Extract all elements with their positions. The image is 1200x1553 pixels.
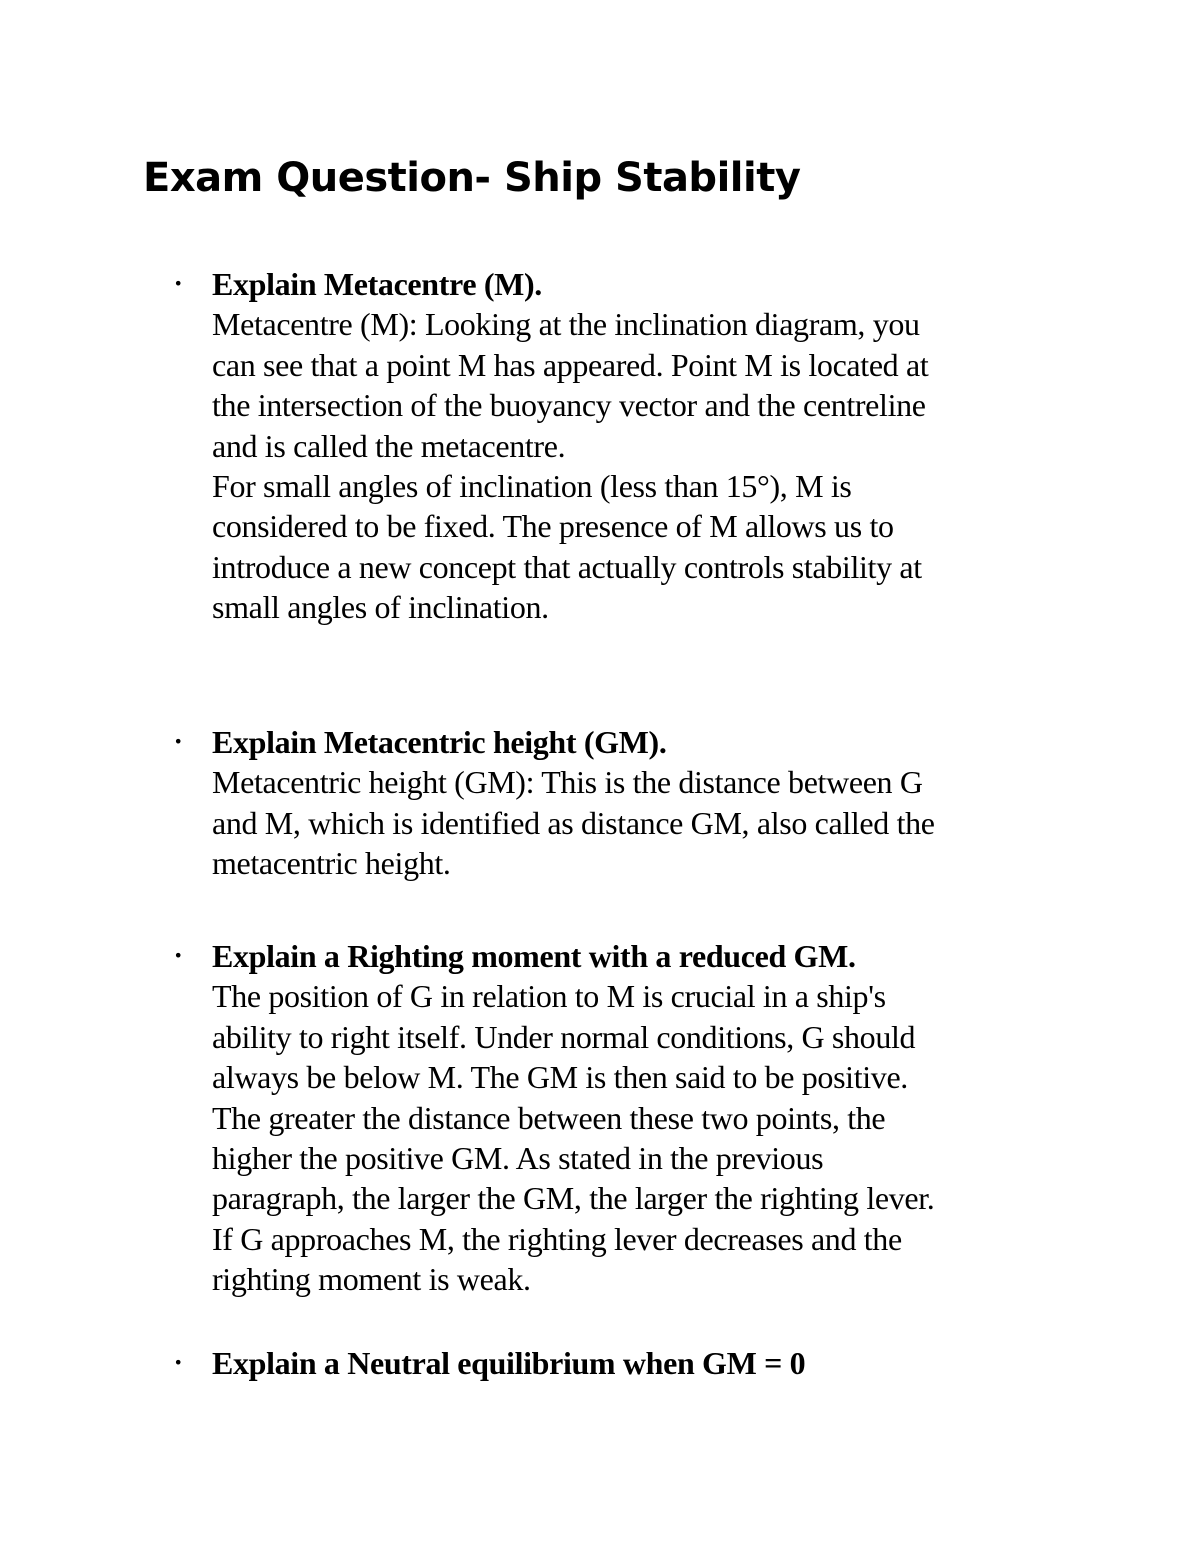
answer-line: and is called the metacentre. (212, 427, 566, 464)
answer-line: considered to be fixed. The presence of M allows us to (212, 508, 894, 545)
question-item-neutral-equilibrium (173, 1343, 1072, 1383)
answer-line: Metacentric height (GM): This is the distance between G (212, 764, 923, 801)
question-heading: Explain a Neutral equilibrium when GM = 0 (212, 1345, 806, 1381)
question-item-righting-moment (173, 936, 1072, 1300)
bullet-icon: • (173, 274, 183, 293)
bullet-icon: • (173, 1353, 183, 1372)
question-heading: Explain Metacentre (M). (212, 266, 542, 302)
question-item-metacentre (173, 264, 1072, 628)
answer-line: small angles of inclination. (212, 589, 549, 626)
question-heading: Explain a Righting moment with a reduced GM. (212, 938, 856, 974)
answer-line: The greater the distance between these two points, the (212, 1099, 886, 1136)
answer-line: higher the positive GM. As stated in the previous (212, 1140, 824, 1177)
answer-line: righting moment is weak. (212, 1261, 531, 1298)
question-heading: Explain Metacentric height (GM). (212, 724, 667, 760)
answer-line: The position of G in relation to M is crucial in a ship's (212, 978, 886, 1015)
answer-line: metacentric height. (212, 845, 451, 882)
answer-line: ability to right itself. Under normal conditions, G should (212, 1018, 916, 1055)
answer-line: and M, which is identified as distance GM, also called the (212, 804, 935, 841)
answer-line: can see that a point M has appeared. Point M is located at (212, 346, 929, 383)
answer-line: the intersection of the buoyancy vector and the centreline (212, 387, 926, 424)
bullet-icon: • (173, 946, 183, 965)
answer-line: If G approaches M, the righting lever decreases and the (212, 1220, 902, 1257)
answer-line: Metacentre (M): Looking at the inclination diagram, you (212, 306, 920, 343)
answer-line: paragraph, the larger the GM, the larger the righting lever. (212, 1180, 935, 1217)
answer-line: always be below M. The GM is then said to be positive. (212, 1059, 908, 1096)
answer-line: introduce a new concept that actually controls stability at (212, 548, 922, 585)
bullet-icon: • (173, 732, 183, 751)
answer-line: For small angles of inclination (less than 15°), M is (212, 468, 852, 505)
question-item-metacentric-height (173, 722, 1072, 884)
document-title: Exam Question- Ship Stability (143, 155, 801, 201)
